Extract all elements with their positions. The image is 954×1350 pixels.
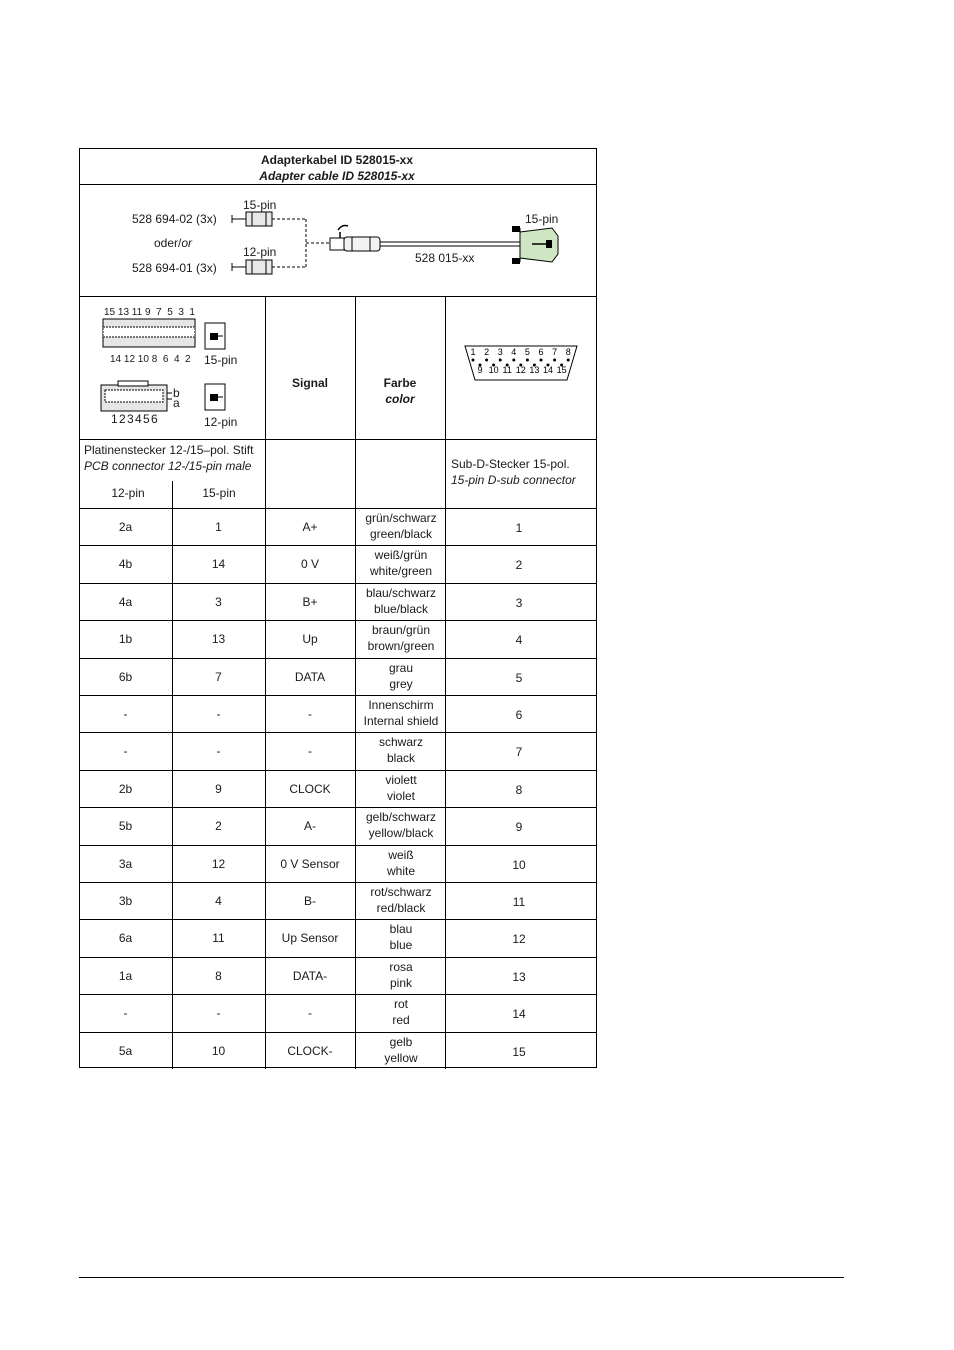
dsub-connector-de: Sub-D-Stecker 15-pol. <box>451 457 570 471</box>
col-divider <box>172 658 173 695</box>
col-divider <box>172 994 173 1032</box>
pcb12-a: a <box>173 396 180 410</box>
dsub-pin-number: 9 <box>477 365 483 375</box>
wire-color-en: green/black <box>369 526 433 541</box>
dsub-pin: 5 <box>515 670 523 685</box>
wire-color-de: grau <box>388 660 414 675</box>
title-en: Adapter cable ID 528015-xx <box>259 169 415 183</box>
col-divider <box>445 545 446 583</box>
pin-12: 4b <box>118 557 133 571</box>
dsub-pin-number: 3 <box>497 347 503 357</box>
col-divider <box>265 1032 266 1069</box>
pin-15: 7 <box>215 669 222 684</box>
pin-15: 2 <box>215 819 222 833</box>
row-divider <box>79 845 597 846</box>
wire-color-de: weiß/grün <box>374 548 428 562</box>
dsub-pin: 9 <box>515 820 523 834</box>
dsub-pin: 4 <box>515 633 523 647</box>
pin-15: 12 <box>211 856 226 871</box>
oder-label: oder/ <box>154 236 182 250</box>
dsub-pin-number: 4 <box>511 347 517 357</box>
col-divider <box>445 658 446 695</box>
dsub-pin-number: 2 <box>484 347 490 357</box>
col-divider <box>265 807 266 845</box>
pcb-connector-en: PCB connector 12-/15-pin male <box>84 459 252 473</box>
pcb15-connector-icon <box>102 318 202 348</box>
col-divider <box>355 1032 356 1069</box>
signal-cell: A- <box>304 819 316 833</box>
dsub-pin: 2 <box>515 558 523 572</box>
dsub-pin-dot <box>499 359 502 362</box>
col-divider <box>172 732 173 770</box>
col-divider <box>265 994 266 1032</box>
dsub-connector-icon <box>463 344 583 384</box>
dsub-pin: 12 <box>512 932 526 946</box>
col-divider <box>265 732 266 770</box>
color-header: color <box>385 392 415 406</box>
dsub-pin: 13 <box>512 969 526 984</box>
col-divider <box>265 919 266 957</box>
col-divider <box>445 1032 446 1069</box>
col-divider <box>172 770 173 807</box>
col-divider <box>445 807 446 845</box>
dsub-pin-dot <box>512 359 515 362</box>
wire-color-de: Innenschirm <box>368 697 434 712</box>
pin-12: - <box>123 744 128 758</box>
pin-12: 6b <box>118 669 133 684</box>
pcb-connector-de: Platinenstecker 12-/15–pol. Stift <box>84 443 254 457</box>
wire-color-en: white/green <box>369 564 433 578</box>
dsub-pin: 15 <box>512 1044 526 1059</box>
dsub-pin-dot <box>567 359 570 362</box>
dsub-plug-icon <box>512 226 558 264</box>
divider <box>79 296 597 297</box>
wire-color-en: black <box>386 751 416 765</box>
col-divider <box>445 770 446 807</box>
dsub-pin: 3 <box>515 595 523 610</box>
signal-cell: CLOCK- <box>287 1043 333 1058</box>
wire-color-en: pink <box>389 975 413 990</box>
pin-12: 4a <box>118 594 133 609</box>
col-divider <box>445 845 446 882</box>
wire-color-de: rosa <box>389 959 413 974</box>
footer-rule <box>79 1277 844 1278</box>
wire-color-de: rot <box>393 997 409 1011</box>
col-divider <box>445 957 446 994</box>
col-divider <box>355 845 356 882</box>
dsub-pin: 8 <box>515 782 523 797</box>
col-divider <box>355 770 356 807</box>
col-divider <box>355 545 356 583</box>
dsub-pin-dot <box>526 359 529 362</box>
col-divider <box>265 695 266 732</box>
col-divider <box>172 882 173 919</box>
cable-id: 528 015-xx <box>415 251 475 265</box>
wire-color-en: red <box>392 1013 410 1027</box>
col-divider <box>172 845 173 882</box>
wire-color-de: braun/grün <box>371 623 431 637</box>
col-divider <box>355 919 356 957</box>
pin-12: - <box>123 706 128 721</box>
col-divider <box>265 658 266 695</box>
col-divider <box>355 732 356 770</box>
dsub-pin: 11 <box>512 894 526 909</box>
pin-15: 10 <box>211 1043 226 1058</box>
wire-color-en: violet <box>386 788 416 803</box>
pcb15-plug-icon <box>204 322 226 352</box>
dsub-pin-number: 11 <box>502 365 512 375</box>
wire-color-en: white <box>386 863 416 878</box>
signal-cell: DATA- <box>292 968 328 983</box>
col-divider <box>172 1032 173 1069</box>
col-divider <box>355 882 356 919</box>
pin-12: 6a <box>118 931 133 945</box>
col-divider <box>265 620 266 658</box>
pin-15: 1 <box>215 519 222 534</box>
pin-15: 8 <box>215 968 222 983</box>
pin-15: - <box>216 744 221 758</box>
pin-15: 4 <box>215 893 222 908</box>
label-15pin: 15-pin <box>204 353 238 367</box>
dsub-pin-number: 1 <box>470 347 476 357</box>
signal-cell: 0 V <box>300 557 320 571</box>
signal-cell: Up Sensor <box>281 931 339 945</box>
col-divider <box>172 807 173 845</box>
title-de: Adapterkabel ID 528015-xx <box>260 153 414 167</box>
wire-color-en: brown/green <box>367 639 435 653</box>
row-divider <box>79 957 597 958</box>
signal-cell: DATA <box>294 669 326 684</box>
col-divider <box>265 296 266 508</box>
pin-15: 3 <box>215 594 222 609</box>
wire-color-de: schwarz <box>378 735 424 749</box>
wire-color-en: blue/black <box>373 601 429 616</box>
wire-color-en: yellow/black <box>368 826 434 840</box>
dsub-pin-number: 8 <box>565 347 571 357</box>
col-divider <box>355 658 356 695</box>
col-divider <box>355 583 356 620</box>
or-label: or <box>181 236 193 250</box>
dsub-pin-number: 13 <box>529 365 540 375</box>
row-divider <box>79 545 597 546</box>
row-divider <box>79 882 597 883</box>
wire-color-de: gelb <box>389 1034 413 1049</box>
col-divider <box>265 845 266 882</box>
col-divider <box>355 957 356 994</box>
row-divider <box>79 508 597 509</box>
pin-15: 9 <box>215 781 222 796</box>
signal-cell: - <box>308 706 312 721</box>
wire-color-de: violett <box>385 772 417 787</box>
dsub-pin-number: 6 <box>538 347 544 357</box>
pin-12: 3a <box>118 856 133 871</box>
signal-cell: B- <box>304 893 316 908</box>
dsub-pin-number: 12 <box>515 365 526 375</box>
col-divider <box>265 882 266 919</box>
signal-cell: Up <box>302 632 318 646</box>
wire-color-de: blau/schwarz <box>365 585 437 600</box>
col-divider <box>355 807 356 845</box>
dsub-pin: 10 <box>512 857 526 872</box>
wire-color-en: Internal shield <box>363 713 439 728</box>
dsub-pin-dot <box>472 359 475 362</box>
col-divider <box>172 481 173 508</box>
col-divider <box>355 620 356 658</box>
dsub-pin-number: 14 <box>542 365 554 375</box>
col-divider <box>172 957 173 994</box>
col-divider <box>265 957 266 994</box>
col-divider <box>445 620 446 658</box>
col-divider <box>445 508 446 545</box>
dsub-pin-number: 10 <box>488 365 499 375</box>
label-15pin-right: 15-pin <box>525 212 559 226</box>
label-15pin-left: 15-pin <box>243 198 277 212</box>
col-divider <box>172 545 173 583</box>
wire-color-de: blau <box>389 922 413 936</box>
adapter-12pin-icon <box>232 260 306 274</box>
part-12pin: 528 694-01 (3x) <box>132 261 217 275</box>
col-divider <box>265 770 266 807</box>
row-divider <box>79 732 597 733</box>
label-12pin-left: 12-pin <box>243 245 277 259</box>
col-divider <box>172 620 173 658</box>
pcb15-top-numbers: 15 13 11 9 7 5 3 1 <box>104 307 195 318</box>
row-divider <box>79 583 597 584</box>
wire-color-de: rot/schwarz <box>370 884 432 899</box>
col-divider <box>265 508 266 545</box>
col-divider <box>172 508 173 545</box>
pcb12-b: b <box>173 386 180 400</box>
wire-color-en: red/black <box>376 900 426 915</box>
signal-cell: - <box>308 744 312 758</box>
col-divider <box>355 994 356 1032</box>
dsub-pin-number: 15 <box>556 365 567 375</box>
pin-12: 1b <box>118 632 133 646</box>
signal-cell: - <box>308 1006 312 1020</box>
dsub-connector-en: 15-pin D-sub connector <box>451 473 576 487</box>
row-divider <box>79 620 597 621</box>
col-divider <box>445 919 446 957</box>
col-divider <box>445 994 446 1032</box>
col-divider <box>172 695 173 732</box>
wire-color-de: grün/schwarz <box>365 510 437 525</box>
col-divider <box>445 882 446 919</box>
wire-color-de: weiß <box>388 847 414 862</box>
dsub-pin: 7 <box>515 745 523 759</box>
col-divider <box>265 583 266 620</box>
divider <box>79 439 597 440</box>
col-divider <box>355 508 356 545</box>
row-divider <box>79 770 597 771</box>
dsub-pin-number: 7 <box>552 347 558 357</box>
row-divider <box>79 1032 597 1033</box>
cable-plug-icon <box>330 226 380 252</box>
pin-15: 14 <box>211 557 226 571</box>
col-divider <box>445 695 446 732</box>
pcb12-plug-icon <box>204 383 226 413</box>
pcb15-bottom-numbers: 14 12 10 8 6 4 2 <box>110 354 191 365</box>
col-12pin-header: 12-pin <box>111 486 145 500</box>
label-12pin: 12-pin <box>204 415 238 429</box>
wire-color-en: blue <box>389 938 413 952</box>
wire-color-de: gelb/schwarz <box>365 810 437 824</box>
dsub-pin-dot <box>540 359 543 362</box>
wire-color-en: yellow <box>384 1050 418 1065</box>
part-15pin: 528 694-02 (3x) <box>132 212 217 226</box>
pcb12-connector-icon <box>100 380 180 414</box>
pin-15: 13 <box>211 632 226 646</box>
signal-cell: A+ <box>302 519 318 534</box>
col-divider <box>172 583 173 620</box>
adapter-15pin-icon <box>232 212 306 226</box>
signal-cell: 0 V Sensor <box>280 856 340 871</box>
col-divider <box>445 583 446 620</box>
pin-15: - <box>216 706 221 721</box>
pin-15: - <box>216 1006 221 1020</box>
signal-cell: CLOCK <box>289 781 331 796</box>
pin-12: 2b <box>118 781 133 796</box>
row-divider <box>79 919 597 920</box>
dsub-pin: 1 <box>515 520 523 535</box>
col-divider <box>355 695 356 732</box>
pin-12: 5b <box>118 819 133 833</box>
pcb12-numbers: 1 2 3 4 5 6 <box>111 412 157 426</box>
signal-cell: B+ <box>302 594 318 609</box>
pin-15: 11 <box>212 931 225 945</box>
col-divider <box>355 296 356 508</box>
dsub-pin-dot <box>485 359 488 362</box>
signal-header: Signal <box>291 376 329 390</box>
pin-12: 5a <box>118 1043 133 1058</box>
pin-12: 2a <box>118 519 133 534</box>
dsub-pin-number: 5 <box>524 347 530 357</box>
row-divider <box>79 695 597 696</box>
col-divider <box>445 732 446 770</box>
pin-12: 1a <box>118 968 133 983</box>
wire-color-en: grey <box>389 676 413 691</box>
pin-12: 3b <box>118 893 133 908</box>
row-divider <box>79 658 597 659</box>
col-divider <box>445 296 446 508</box>
dsub-pin-dot <box>553 359 556 362</box>
dsub-pin: 6 <box>515 707 523 722</box>
row-divider <box>79 807 597 808</box>
col-divider <box>172 919 173 957</box>
col-divider <box>265 545 266 583</box>
col-15pin-header: 15-pin <box>202 486 236 500</box>
row-divider <box>79 994 597 995</box>
dsub-pin: 14 <box>512 1007 526 1021</box>
pin-12: - <box>123 1006 128 1020</box>
farbe-header: Farbe <box>383 376 417 390</box>
